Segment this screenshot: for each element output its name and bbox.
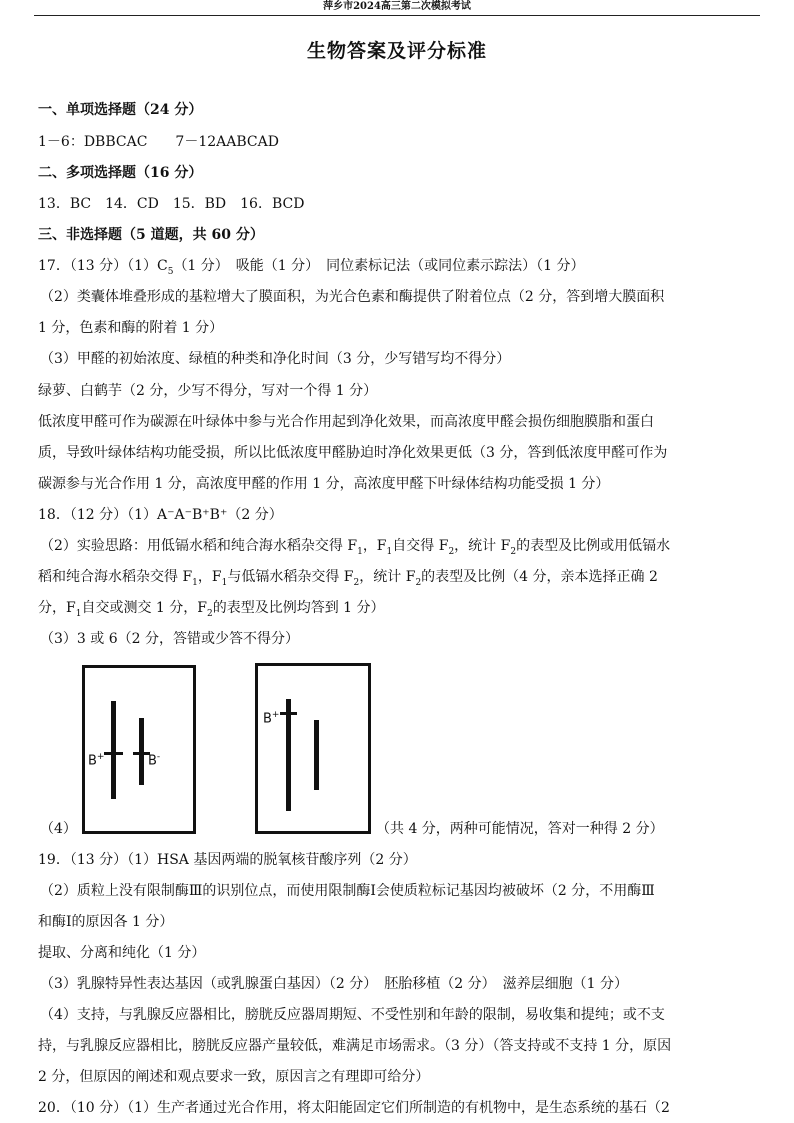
q17-line-1	[38, 257, 585, 281]
chromosome-figure-2	[255, 663, 371, 834]
q18-line-1: 18．（12 分）（1）A⁻A⁻B⁺B⁺（2 分）	[38, 507, 283, 523]
q19-line-4: 提取、分离和纯化（1 分）	[38, 945, 206, 961]
q17-line-8: 碳源参与光合作用 1 分，高浓度甲醛的作用 1 分，高浓度甲醛下叶绿体结构功能受损 1 分）	[38, 476, 610, 492]
q17-line-6: 低浓度甲醛可作为碳源在叶绿体中参与光合作用起到净化效果，而高浓度甲醛会损伤细胞膜脂和蛋白	[38, 414, 654, 430]
q17-part-b: （1 分） 吸能（1 分） 同位素标记法（或同位素示踪法）（1 分）	[173, 258, 585, 274]
q17-subscript: 5	[167, 266, 174, 277]
q19-line-7: 持，与乳腺反应器相比，膀胱反应器产量较低，难满足市场需求。（3 分）（答支持或不支持 1 分，原因	[38, 1038, 672, 1054]
locus-mark	[280, 712, 297, 715]
q19-line-8: 2 分，但原因的阐述和观点要求一致，原因言之有理即可给分）	[38, 1069, 430, 1085]
q17-line-5: 绿萝、白鹤芋（2 分，少写不得分，写对一个得 1 分）	[38, 383, 378, 399]
q18-line-6-label: （4）	[40, 821, 77, 837]
q17-part-a: 17．（13 分）（1）C	[38, 258, 168, 274]
q19-line-3: 和酶Ⅰ的原因各 1 分）	[38, 914, 174, 930]
allele-label-b-plus: B+	[88, 752, 105, 769]
chromosome-left	[286, 699, 291, 811]
exam-header: 萍乡市2024高三第二次模拟考试	[34, 0, 760, 16]
q17-line-7: 质，导致叶绿体结构功能受损，所以比低浓度甲醛胁迫时净化效果更低（3 分，答到低浓度甲醛可作为	[38, 445, 668, 461]
q18-line-3: 稻和纯合海水稻杂交得 $F_1$，$F_1$与低镉水稻杂交得 $F_2$，统计 $F_2$的表型及比例（4 分，亲本选择正确 2	[38, 569, 658, 588]
section-3-title: 三、非选择题（5 道题，共 60 分）	[38, 227, 264, 243]
answers-7-12: 7－12AABCAD	[175, 134, 279, 150]
q18-line-4: 分，$F_1$自交或测交 1 分，$F_2$的表型及比例均答到 1 分）	[38, 600, 385, 619]
q19-line-1: 19．（13 分）（1）HSA 基因两端的脱氧核苷酸序列（2 分）	[38, 852, 417, 868]
chromosome-figure-1	[82, 665, 196, 834]
page-title: 生物答案及评分标准	[306, 40, 487, 62]
allele-label-b-plus: B+	[263, 710, 280, 727]
section-1-answers	[38, 133, 279, 151]
allele-label-b-minus: B-	[148, 752, 161, 769]
section-2-title: 二、多项选择题（16 分）	[38, 165, 203, 181]
section-1-title: 一、单项选择题（24 分）	[38, 102, 203, 118]
q18-line-5: （3）3 或 6（2 分，答错或少答不得分）	[40, 631, 299, 647]
q19-line-5: （3）乳腺特异性表达基因（或乳腺蛋白基因）（2 分） 胚胎移植（2 分） 滋养层细胞（1 分）	[40, 976, 628, 992]
q19-line-6: （4）支持，与乳腺反应器相比，膀胱反应器周期短、不受性别和年龄的限制，易收集和提纯；或不支	[40, 1007, 665, 1023]
locus-mark-left	[104, 752, 123, 755]
q17-line-4: （3）甲醛的初始浓度、绿植的种类和净化时间（3 分，少写错写均不得分）	[40, 351, 511, 367]
answers-1-6: 1－6：DBBCAC	[38, 134, 148, 150]
q20-line-1: 20．（10 分）（1）生产者通过光合作用，将太阳能固定它们所制造的有机物中，是生态系统的基石（2	[38, 1100, 670, 1116]
chromosome-left	[111, 701, 116, 799]
q17-line-3: 1 分，色素和酶的附着 1 分）	[38, 320, 224, 336]
section-2-answers: 13．BC 14．CD 15．BD 16．BCD	[38, 196, 305, 212]
q18-line-6-note: （共 4 分，两种可能情况，答对一种得 2 分）	[376, 821, 664, 837]
q19-line-2: （2）质粒上没有限制酶Ⅲ的识别位点，而使用限制酶Ⅰ会使质粒标记基因均被破坏（2 分，不用酶Ⅲ	[40, 883, 655, 899]
chromosome-right	[314, 720, 319, 790]
q18-line-2: （2）实验思路：用低镉水稻和纯合海水稻杂交得 $F_1$，$F_1$自交得 $F_2$，统计 $F_2$的表型及比例或用低镉水	[40, 538, 671, 557]
q17-line-2: （2）类囊体堆叠形成的基粒增大了膜面积，为光合色素和酶提供了附着位点（2 分，答到增大膜面积	[40, 289, 665, 305]
